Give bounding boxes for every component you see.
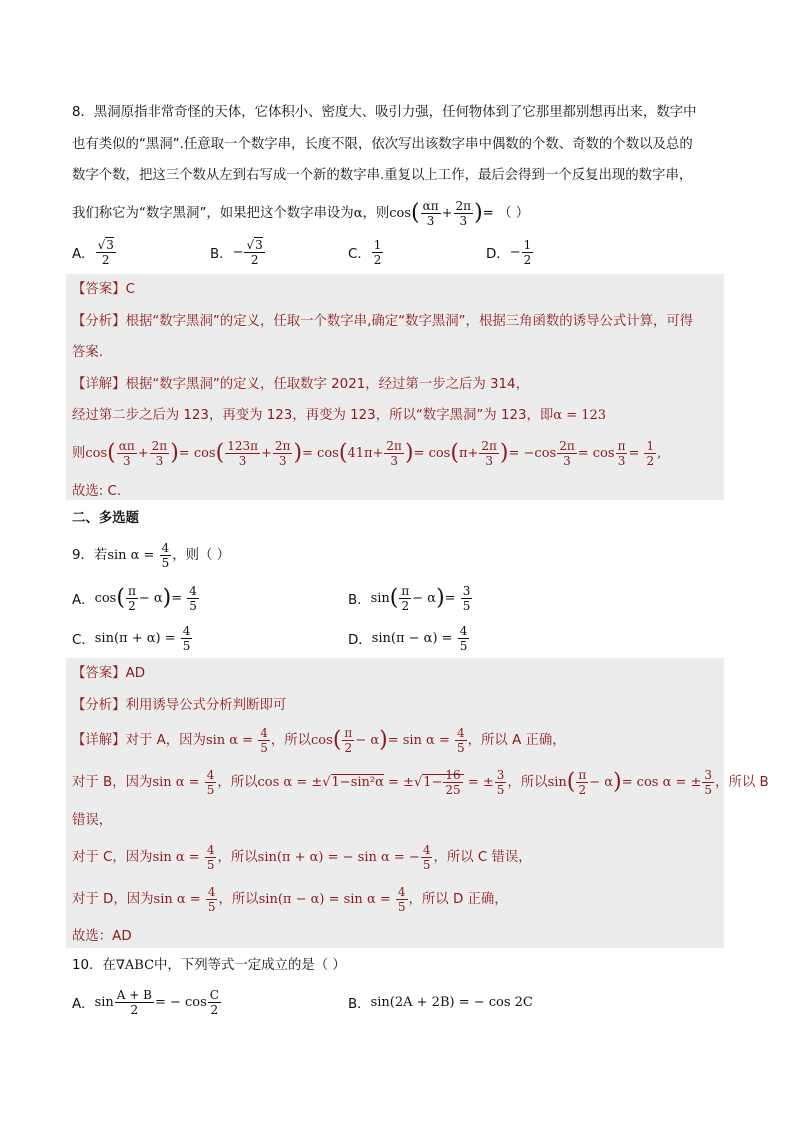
question-8 bbox=[72, 97, 724, 236]
q9-option-b[interactable]: B． sin( $\frac{\pi}{2}$ − α)= $\frac{3}{5}$ bbox=[348, 583, 471, 613]
q9-option-c[interactable]: C． sin(π + α) = $\frac{4}{5}$ bbox=[72, 623, 191, 653]
q9-options-row-1 bbox=[72, 578, 724, 618]
q9-answer-box bbox=[66, 658, 769, 948]
q10-option-a[interactable]: A． sin $\frac{A + B}{2}$ = − cos $\frac{C}{2}$ bbox=[72, 987, 219, 1017]
q8-option-d[interactable]: D． − $\frac{1}{2}$ bbox=[486, 237, 532, 267]
q9-options-row-2 bbox=[72, 618, 724, 658]
q8-analysis-cont: 答案. bbox=[72, 345, 104, 361]
question-10 bbox=[72, 950, 724, 982]
q8-conclusion: 故选: C. bbox=[72, 483, 122, 499]
q9-answer: 【答案】AD bbox=[72, 666, 146, 681]
question-9 bbox=[72, 536, 724, 576]
q8-option-a[interactable]: A． $\frac{√3}{2}$ bbox=[72, 237, 114, 267]
q8-line-1: 8．黑洞原指非常奇怪的天体，它体积小、密度大、吸引力强，任何物体到了它那里都别想再出来，数字中 bbox=[72, 105, 697, 120]
section-heading: 二、多选题 bbox=[72, 511, 139, 526]
q8-answer: 【答案】C bbox=[72, 282, 135, 297]
q8-line-3: 数字个数，把这三个数从左到右写成一个新的数字串.重复以上工作，最后会得到一个反复出现的数字串， bbox=[72, 168, 693, 184]
q8-detail-3: 则cos( $\frac{\alpha\pi}{3}$ + $\frac{2\pi}{3}$ )= cos( $\frac{123\pi}{3}$ + $\frac{2\pi}{3}$ )= cos(41π+ $\frac{2\pi}{3}$ )= cos(π+ $\frac{2\pi}{3}$ )= −cos $\frac{2\pi}{3}$ = cos $\frac{\pi}{3}$ = $\frac{1}{2}$ , bbox=[72, 438, 662, 468]
q8-line-4: 我们称它为“数字黑洞”，如果把这个数字串设为α，则cos( $\frac{\alpha\pi}{3}$ + $\frac{2\pi}{3}$ )= （ ） bbox=[72, 198, 530, 228]
q9-option-a[interactable]: A． cos( $\frac{\pi}{2}$ − α)= $\frac{4}{5}$ bbox=[72, 583, 197, 613]
q10-options bbox=[72, 982, 724, 1022]
q9-option-d[interactable]: D． sin(π − α) = $\frac{4}{5}$ bbox=[348, 623, 468, 653]
q9-stem: 9．若sin α = $\frac{4}{5}$ ，则（ ） bbox=[72, 541, 231, 570]
q8-expression: cos( $\frac{\alpha\pi}{3}$ + $\frac{2\pi}{3}$ ) bbox=[389, 198, 483, 228]
q8-option-c[interactable]: C． $\frac{1}{2}$ bbox=[348, 237, 382, 267]
q8-detail-2: 经过第二步之后为 123，再变为 123，再变为 123，所以“数字黑洞”为 123，即α = 123 bbox=[72, 408, 607, 424]
q10-stem: 10．在∇ABC中，下列等式一定成立的是（ ） bbox=[72, 958, 346, 973]
q9-detail-b-wrap: 错误， bbox=[72, 813, 113, 829]
q9-detail-c: 对于 C，因为sin α = $\frac{4}{5}$ ，所以sin(π + α) = − sin α = − $\frac{4}{5}$ ，所以 C 错误， bbox=[72, 842, 532, 872]
q8-option-b[interactable]: B． − $\frac{√3}{2}$ bbox=[210, 237, 263, 267]
q8-detail-1: 【详解】根据“数字黑洞”的定义，任取数字 2021，经过第一步之后为 314， bbox=[72, 376, 529, 392]
q9-analysis: 【分析】利用诱导公式分析判断即可 bbox=[72, 697, 287, 713]
q8-analysis: 【分析】根据“数字黑洞”的定义，任取一个数字串,确定“数字黑洞”，根据三角函数的诱导公式计算，可得 bbox=[72, 313, 694, 329]
q9-detail-a: 【详解】对于 A，因为sin α = $\frac{4}{5}$ ，所以cos( $\frac{\pi}{2}$ − α)= sin α = $\frac{4}{5}$ ，所以 A 正确， bbox=[72, 726, 566, 756]
q9-conclusion: 故选：AD bbox=[72, 928, 132, 944]
q8-answer-box bbox=[66, 274, 724, 500]
q9-detail-b: 对于 B，因为sin α = $\frac{4}{5}$ ，所以cos α = ±√1−sin²α = ±√1− $\frac{16}{25}$ = ± $\frac{3}{5}$ ，所以sin( $\frac{\pi}{2}$ − α)= cos α = ± $\frac{3}{5}$ ，所以 B bbox=[72, 768, 769, 798]
q8-line-2: 也有类似的“黑洞”.任意取一个数字串，长度不限，依次写出该数字串中偶数的个数、奇数的个数以及总的 bbox=[72, 136, 693, 152]
q9-detail-d: 对于 D，因为sin α = $\frac{4}{5}$ ，所以sin(π − α) = sin α = $\frac{4}{5}$ ，所以 D 正确， bbox=[72, 884, 508, 914]
q10-option-b[interactable]: B． sin(2A + 2B) = − cos 2C bbox=[348, 994, 533, 1012]
q8-options bbox=[72, 232, 724, 272]
